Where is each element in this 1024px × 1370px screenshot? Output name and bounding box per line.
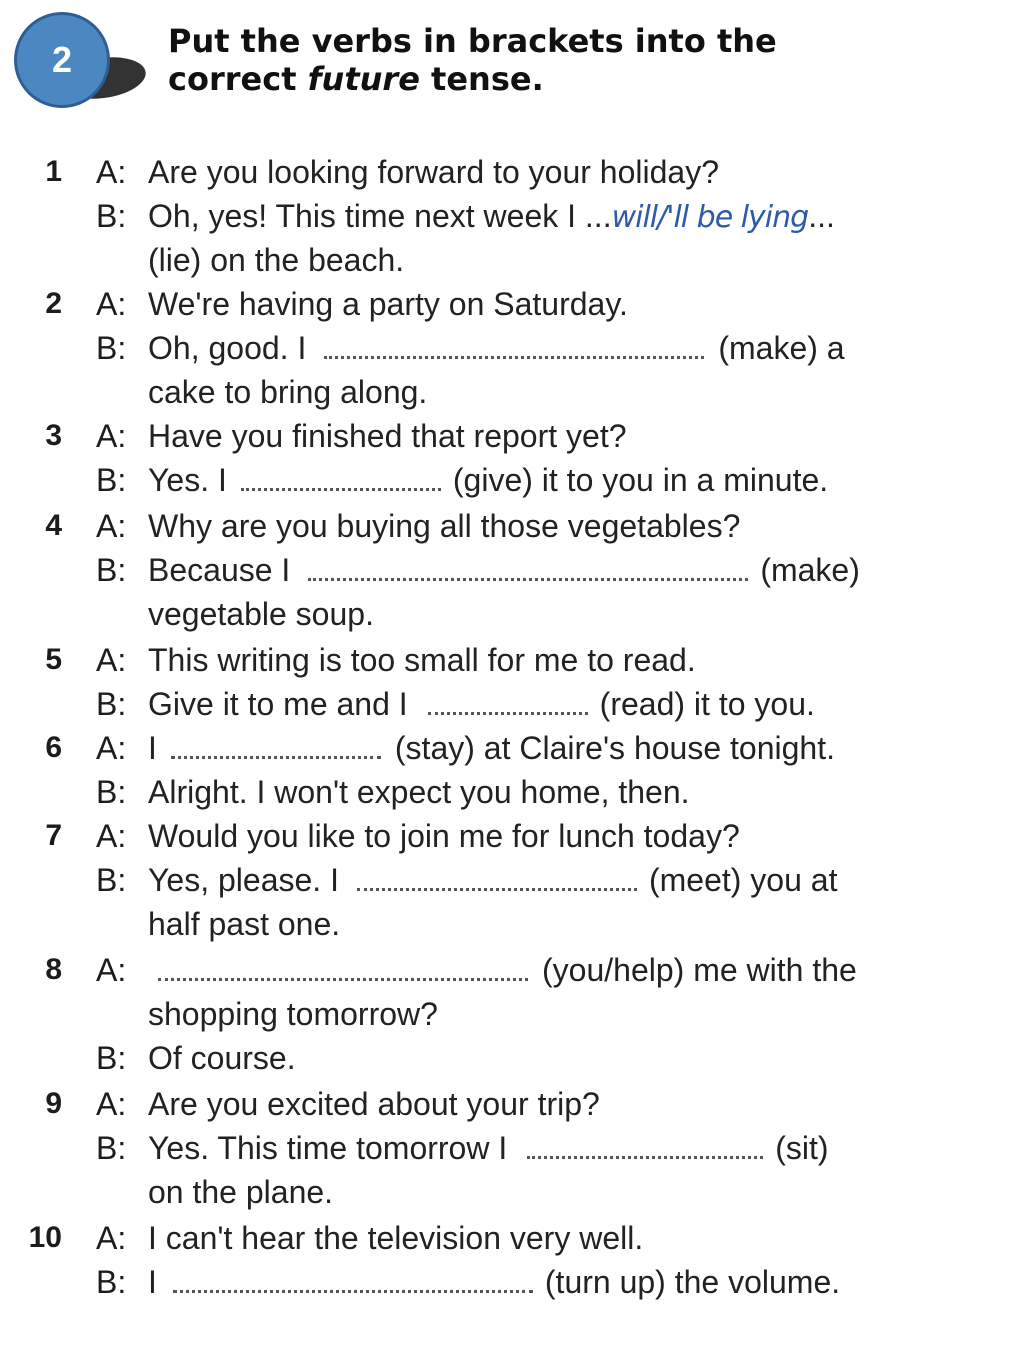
speaker-label: B: [96,862,127,898]
item-number: 7 [45,819,62,852]
line-text: Oh, yes! This time next week I ... [148,198,612,234]
item-number: 4 [45,509,62,542]
line-text: Give it to me and I [148,686,408,722]
line-text: Yes, please. I [148,862,339,898]
speaker-label: A: [96,1086,127,1122]
speaker-label: A: [96,1220,127,1256]
dialogue-line: vegetable soup. [148,596,374,632]
dialogue-line [148,548,860,592]
dialogue-line [148,194,835,238]
dialogue-line: Would you like to join me for lunch today? [148,818,740,854]
item-number: 1 [45,155,62,188]
line-text: I [148,1264,157,1300]
answer-blank[interactable] [173,1264,533,1293]
line-text: ... [808,198,835,234]
line-text: (you/help) me with the [542,952,857,988]
speaker-label: A: [96,952,127,988]
item-number: 6 [45,731,62,764]
dialogue-line: half past one. [148,906,341,942]
exercise-number: 2 [51,39,73,80]
dialogue-line: This writing is too small for me to read. [148,642,696,678]
dialogue-line [148,948,857,992]
speaker-label: B: [96,552,127,588]
item-number: 3 [45,419,62,452]
line-text: (read) it to you. [599,686,815,722]
line-text: Yes. This time tomorrow I [148,1130,508,1166]
exercise-instruction [168,22,828,98]
dialogue-line: Are you excited about your trip? [148,1086,600,1122]
speaker-label: A: [96,286,127,322]
dialogue-line: Have you finished that report yet? [148,418,627,454]
line-text: (turn up) the volume. [544,1264,841,1300]
speaker-label: A: [96,154,127,190]
dialogue-line [148,458,828,502]
dialogue-line: Alright. I won't expect you home, then. [148,774,690,810]
speaker-label: A: [96,642,127,678]
answer-blank[interactable] [527,1130,763,1159]
dialogue-line [148,1260,840,1304]
dialogue-line: shopping tomorrow? [148,996,438,1032]
dialogue-line [148,682,815,726]
speaker-label: B: [96,1040,127,1076]
instruction-emphasis: future [307,60,420,98]
answer-blank[interactable] [241,462,441,491]
speaker-label: B: [96,330,127,366]
speaker-label: A: [96,818,127,854]
speaker-label: B: [96,198,127,234]
answer-blank[interactable] [171,730,381,759]
speaker-label: A: [96,508,127,544]
dialogue-line: Of course. [148,1040,296,1076]
speaker-label: B: [96,1264,127,1300]
item-number: 5 [45,643,62,676]
answer-blank[interactable] [158,952,528,981]
dialogue-line: Are you looking forward to your holiday? [148,154,719,190]
dialogue-line: Why are you buying all those vegetables? [148,508,741,544]
dialogue-line [148,326,845,370]
line-text: Yes. I [148,462,227,498]
dialogue-line: cake to bring along. [148,374,428,410]
line-text: (give) it to you in a minute. [452,462,829,498]
speaker-label: B: [96,686,127,722]
dialogue-line: (lie) on the beach. [148,242,405,278]
dialogue-line [148,1126,829,1170]
line-text: I [148,730,157,766]
dialogue-line: on the plane. [148,1174,334,1210]
speaker-label: A: [96,418,127,454]
line-text: (make) a [718,330,845,366]
instruction-text: correct [168,60,308,98]
line-text: Oh, good. I [148,330,307,366]
line-text: (stay) at Claire's house tonight. [394,730,835,766]
dialogue-line: I can't hear the television very well. [148,1220,644,1256]
dialogue-line [148,726,835,770]
item-number: 8 [45,953,62,986]
line-text: (meet) you at [648,862,838,898]
speaker-label: B: [96,774,127,810]
line-text: (make) [760,552,860,588]
speaker-label: B: [96,1130,127,1166]
example-answer: will/'ll be lying [611,200,809,235]
item-number: 2 [45,287,62,320]
speaker-label: A: [96,730,127,766]
speaker-label: B: [96,462,127,498]
line-text: (sit) [775,1130,829,1166]
instruction-line-1: Put the verbs in brackets into the [168,22,777,60]
answer-blank[interactable] [308,552,748,581]
instruction-line-2 [168,60,828,98]
instruction-text: tense. [419,60,544,98]
answer-blank[interactable] [428,686,588,715]
dialogue-line: We're having a party on Saturday. [148,286,628,322]
line-text: Because I [148,552,291,588]
item-number: 9 [45,1087,62,1120]
exercise-header [0,0,1024,130]
dialogue-line [148,858,837,902]
exercise-number-badge [14,12,110,108]
answer-blank[interactable] [357,862,637,891]
answer-blank[interactable] [324,330,704,359]
item-number: 10 [28,1221,62,1254]
